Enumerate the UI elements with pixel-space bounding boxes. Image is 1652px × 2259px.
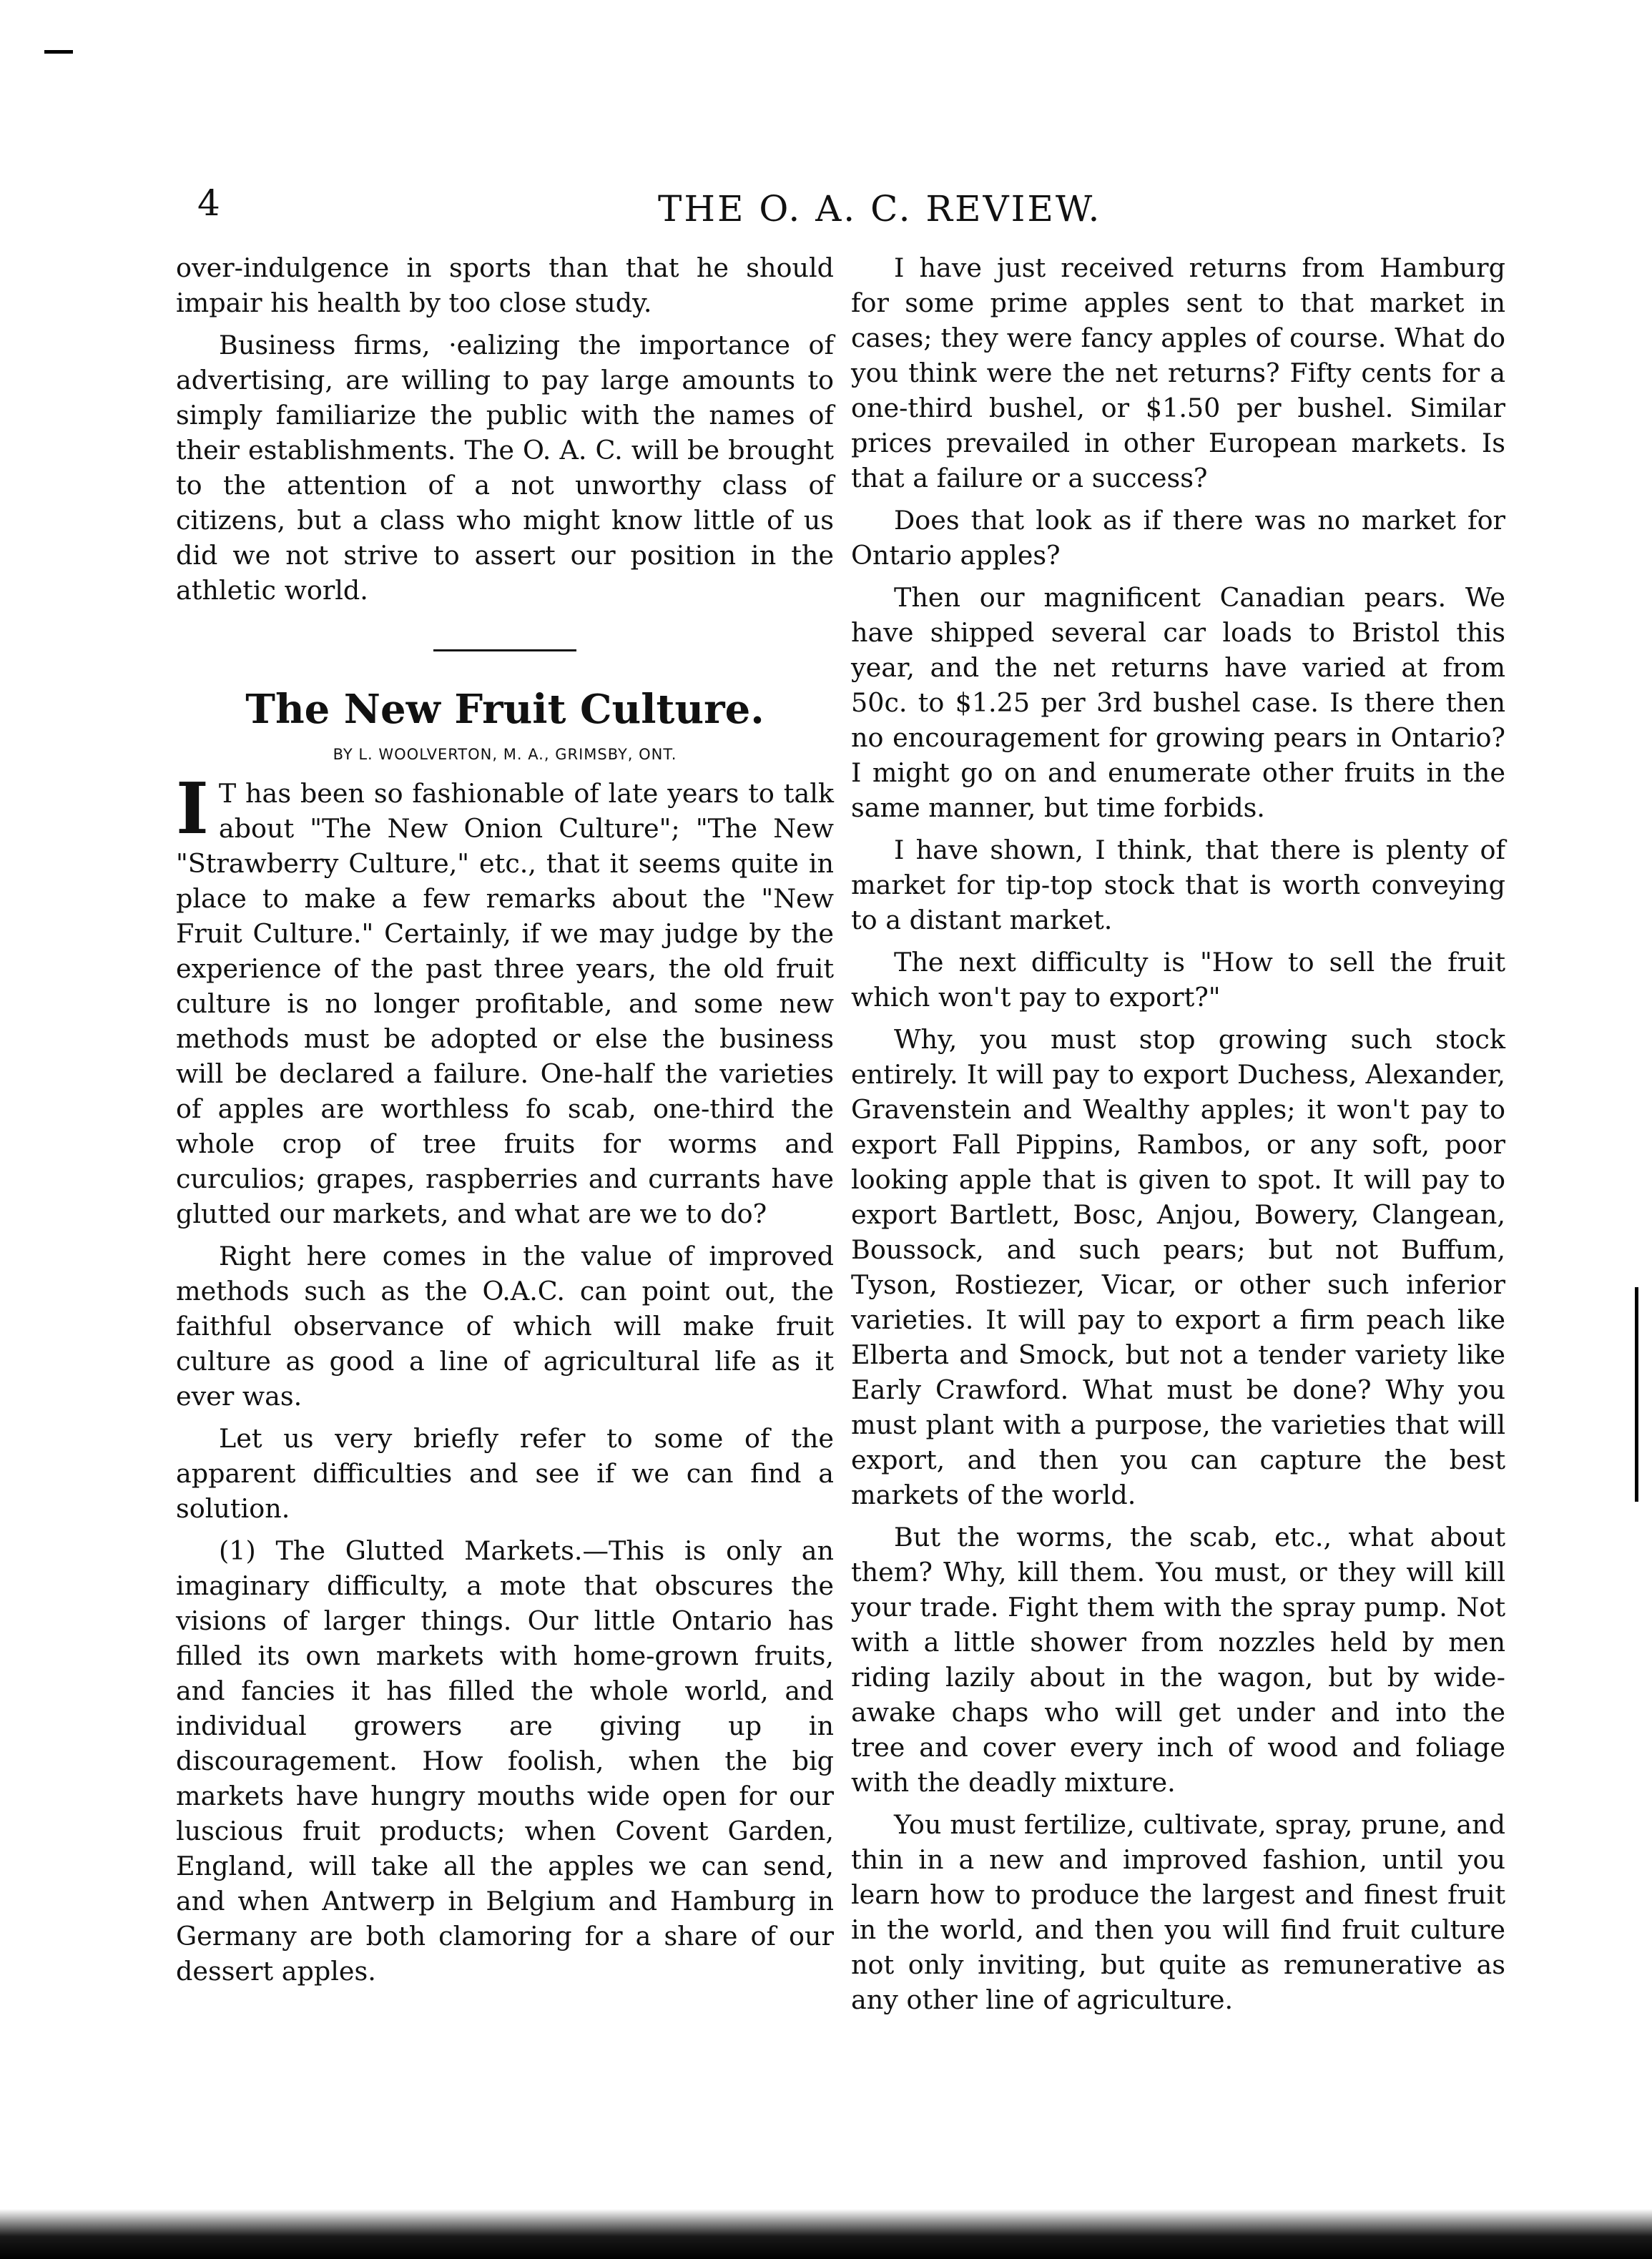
scan-speck [44,50,73,54]
right-column [851,250,1505,2024]
paragraph: Then our magnificent Canadian pears. We have shipped several car loads to Bristol this year, and the net returns have varied at from 50c. to $1.25 per 3rd bushel case. Is there then no encouragement for growing pears in Ontario? I might go on and enumerate other fruits in the same manner, but time forbids. [851,582,1505,823]
paragraph: The next difficulty is "How to sell the fruit which won't pay to export?" [851,947,1505,1013]
paragraph: Right here comes in the value of improved methods such as the O.A.C. can point out, the faithful observance of which will make fruit culture as good a line of agricultural life as it ever was. [176,1241,834,1412]
scan-edge-mark [1635,1287,1638,1502]
lead-text: T has been so fashionable of late years to talk about "The New Onion Culture"; "The New "Strawberry Culture," etc., that it seems quite in place to make a few remarks about the "New Fruit Culture." Certainly, if we may judge by the experience of the past three years, the old fruit culture is no longer profitable, and some new methods must be adopted or else the business will be declared a failure. One-half the varieties of apples are worthless fo scab, one-third the whole crop of tree fruits for worms and curculios; grapes, raspberries and currants have glutted our markets, and what are we to do? [176,778,834,1229]
scan-bottom-edge [0,2209,1652,2259]
left-column [176,250,834,1996]
paragraph: Business firms, ·ealizing the importance of advertising, are willing to pay large amounts to simply familiarize the public with the names of their establishments. The O. A. C. will be brought to the attention of a not unworthy class of citizens, but a class who might know little of us did we not strive to assert our position in the athletic world. [176,330,834,606]
paragraph: (1) The Glutted Markets.—This is only an imaginary difficulty, a mote that obscures the visions of larger things. Our little Ontario has filled its own markets with home-grown fruits, and fancies it has filled the whole world, and individual growers are giving up in discouragement. How foolish, when the big markets have hungry mouths wide open for our luscious fruit products; when Covent Garden, England, will take all the apples we can send, and when Antwerp in Belgium and Hamburg in Germany are both clamoring for a share of our dessert apples. [176,1535,834,1987]
running-title: THE O. A. C. REVIEW. [658,188,1102,230]
section-divider [433,649,576,651]
lead-paragraph [176,768,834,1231]
paragraph: I have just received returns from Hamburg for some prime apples sent to that market in cases; they were fancy apples of course. What do you think were the net returns? Fifty cents for a one-third bushel, or $1.50 per bushel. Similar prices prevailed in other European markets. Is that a failure or a success? [851,252,1505,493]
paragraph: I have shown, I think, that there is plenty of market for tip-top stock that is worth conveying to a distant market. [851,835,1505,935]
drop-cap: I [176,768,209,850]
page-number: 4 [197,182,220,224]
page-header [0,182,1652,240]
paragraph: You must fertilize, cultivate, spray, prune, and thin in a new and improved fashion, until you learn how to produce the largest and finest fruit in the world, and then you will find fruit culture not only inviting, but quite as remunerative as any other line of agriculture. [851,1809,1505,2015]
article-byline: BY L. WOOLVERTON, M. A., GRIMSBY, ONT. [333,746,677,763]
paragraph: Let us very briefly refer to some of the apparent difficulties and see if we can find a solution. [176,1423,834,1524]
paragraph: Does that look as if there was no market for Ontario apples? [851,505,1505,571]
paragraph: over-indulgence in sports than that he should impair his health by too close study. [176,252,834,318]
paragraph: But the worms, the scab, etc., what about them? Why, kill them. You must, or they will kill your trade. Fight them with the spray pump. Not with a little shower from nozzles held by men riding lazily about in the wagon, but by wide-awake chaps who will get under and into the tree and cover every inch of wood and foliage with the deadly mixture. [851,1522,1505,1798]
article-title: The New Fruit Culture. [245,686,764,733]
paragraph: Why, you must stop growing such stock entirely. It will pay to export Duchess, Alexander, Gravenstein and Wealthy apples; it won't pay to export Fall Pippins, Rambos, or any soft, poor looking apple that is given to spot. It will pay to export Bartlett, Bosc, Anjou, Bowery, Clangean, Boussock, and such pears; but not Buffum, Tyson, Rostiezer, Vicar, or other such inferior varieties. It will pay to export a firm peach like Elberta and Smock, but not a tender variety like Early Crawford. What must be done? Why you must plant with a purpose, the varieties that will export, and then you can capture the best markets of the world. [851,1024,1505,1510]
